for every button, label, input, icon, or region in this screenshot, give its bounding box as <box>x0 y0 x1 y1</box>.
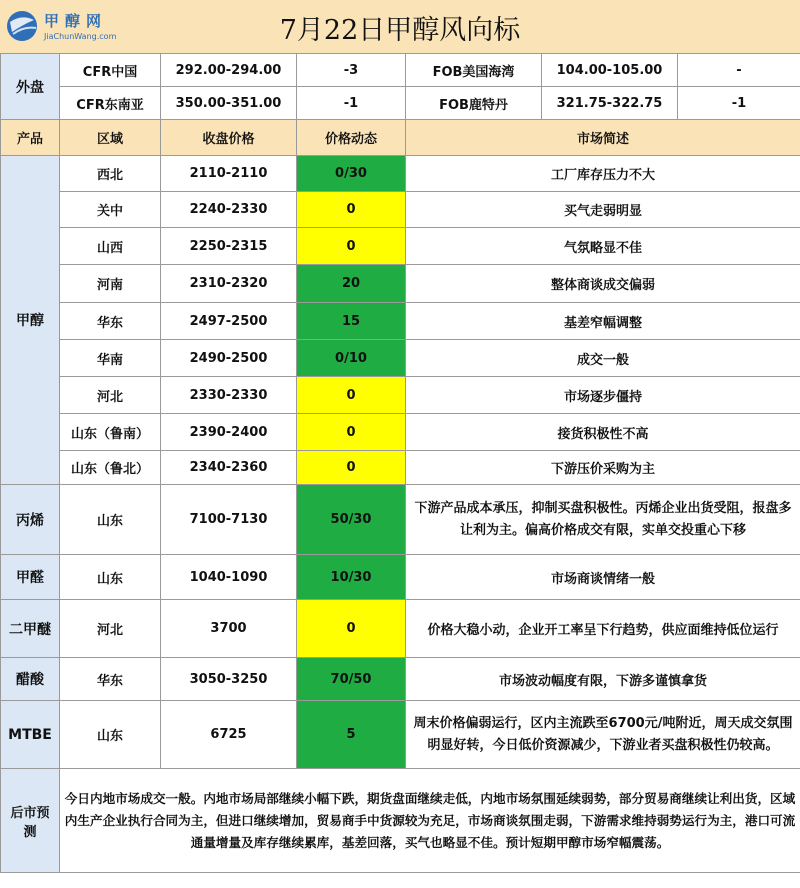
change-cell: 0 <box>297 451 406 485</box>
table-row <box>1 555 800 600</box>
foreign-price: 321.75-322.75 <box>542 87 678 120</box>
product-cell: 二甲醚 <box>1 600 60 658</box>
forecast-text: 今日内地市场成交一般。内地市场局部继续小幅下跌，期货盘面继续走低，内地市场氛围延续弱势，部分贸易商继续让利出货，区域内生产企业执行合同为主，但进口继续增加，贸易商手中货源较为充足，市场商谈氛围走弱，下游需求维持弱势运行为主，港口可流通量增量及库存继续累库，基差回落，买气也略显不佳。预计短期甲醇市场窄幅震荡。 <box>60 769 800 873</box>
forecast-label: 后市预测 <box>1 769 60 873</box>
page-title: 7月22日甲醇风向标 <box>279 15 521 46</box>
summary-cell: 成交一般 <box>406 340 800 377</box>
price-cell: 2340-2360 <box>161 451 297 485</box>
price-table <box>0 53 800 873</box>
foreign-change: -3 <box>297 54 406 87</box>
region-cell: 山东（鲁北） <box>60 451 161 485</box>
summary-cell: 气氛略显不佳 <box>406 228 800 265</box>
change-cell: 5 <box>297 701 406 769</box>
region-cell: 山东（鲁南） <box>60 414 161 451</box>
col-header-region: 区域 <box>60 120 161 156</box>
summary-cell: 价格大稳小动，企业开工率呈下行趋势，供应面维持低位运行 <box>406 600 800 658</box>
foreign-price: 350.00-351.00 <box>161 87 297 120</box>
region-cell: 河北 <box>60 600 161 658</box>
foreign-price: 292.00-294.00 <box>161 54 297 87</box>
table-row <box>1 658 800 701</box>
region-cell: 华南 <box>60 340 161 377</box>
product-cell: 醋酸 <box>1 658 60 701</box>
price-cell: 2330-2330 <box>161 377 297 414</box>
product-cell: 甲醛 <box>1 555 60 600</box>
table-row <box>1 485 800 555</box>
summary-cell: 基差窄幅调整 <box>406 303 800 340</box>
price-cell: 6725 <box>161 701 297 769</box>
region-cell: 山西 <box>60 228 161 265</box>
change-cell: 0/10 <box>297 340 406 377</box>
region-cell: 山东 <box>60 701 161 769</box>
summary-cell: 周末价格偏弱运行，区内主流跌至6700元/吨附近，周天成交氛围明显好转，今日低价资源减少，下游业者买盘积极性仍较高。 <box>406 701 800 769</box>
table-row <box>1 228 800 265</box>
price-cell: 2497-2500 <box>161 303 297 340</box>
summary-cell: 整体商谈成交偏弱 <box>406 265 800 303</box>
change-cell: 50/30 <box>297 485 406 555</box>
table-row <box>1 600 800 658</box>
region-cell: 山东 <box>60 555 161 600</box>
table-row <box>1 414 800 451</box>
col-header-summary: 市场简述 <box>406 120 800 156</box>
price-cell: 3700 <box>161 600 297 658</box>
foreign-row <box>1 87 800 120</box>
change-cell: 0 <box>297 414 406 451</box>
change-cell: 15 <box>297 303 406 340</box>
summary-cell: 买气走弱明显 <box>406 192 800 228</box>
foreign-row <box>1 54 800 87</box>
price-cell: 2390-2400 <box>161 414 297 451</box>
region-cell: 河南 <box>60 265 161 303</box>
foreign-name: CFR中国 <box>60 54 161 87</box>
product-cell: 甲醇 <box>1 156 60 485</box>
header-bar <box>0 0 800 54</box>
summary-cell: 市场商谈情绪一般 <box>406 555 800 600</box>
change-cell: 0 <box>297 600 406 658</box>
change-cell: 0 <box>297 228 406 265</box>
region-cell: 西北 <box>60 156 161 192</box>
foreign-change: -1 <box>297 87 406 120</box>
col-header-change: 价格动态 <box>297 120 406 156</box>
col-header-price: 收盘价格 <box>161 120 297 156</box>
region-cell: 华东 <box>60 658 161 701</box>
price-cell: 7100-7130 <box>161 485 297 555</box>
foreign-change: -1 <box>678 87 800 120</box>
summary-cell: 市场波动幅度有限，下游多谨慎拿货 <box>406 658 800 701</box>
logo-url: JiaChunWang.com <box>44 32 117 41</box>
table-row <box>1 192 800 228</box>
summary-cell: 工厂库存压力不大 <box>406 156 800 192</box>
column-header-row <box>1 120 800 156</box>
foreign-change: - <box>678 54 800 87</box>
table-row <box>1 701 800 769</box>
summary-cell: 下游压价采购为主 <box>406 451 800 485</box>
region-cell: 华东 <box>60 303 161 340</box>
summary-cell: 下游产品成本承压，抑制买盘积极性。丙烯企业出货受阻，报盘多让利为主。偏高价格成交有限，实单交投重心下移 <box>406 485 800 555</box>
change-cell: 10/30 <box>297 555 406 600</box>
change-cell: 0 <box>297 192 406 228</box>
table-row <box>1 340 800 377</box>
table-row <box>1 265 800 303</box>
summary-cell: 接货积极性不高 <box>406 414 800 451</box>
change-cell: 20 <box>297 265 406 303</box>
forecast-row <box>1 769 800 873</box>
table-row <box>1 451 800 485</box>
logo-title: 甲醇网 <box>44 12 108 30</box>
foreign-name: FOB鹿特丹 <box>406 87 542 120</box>
table-row <box>1 377 800 414</box>
change-cell: 70/50 <box>297 658 406 701</box>
price-cell: 3050-3250 <box>161 658 297 701</box>
foreign-label: 外盘 <box>1 54 60 120</box>
product-cell: 丙烯 <box>1 485 60 555</box>
price-cell: 2240-2330 <box>161 192 297 228</box>
price-cell: 2490-2500 <box>161 340 297 377</box>
summary-cell: 市场逐步僵持 <box>406 377 800 414</box>
foreign-price: 104.00-105.00 <box>542 54 678 87</box>
table-row <box>1 303 800 340</box>
col-header-product: 产品 <box>1 120 60 156</box>
change-cell: 0 <box>297 377 406 414</box>
region-cell: 关中 <box>60 192 161 228</box>
price-cell: 2310-2320 <box>161 265 297 303</box>
foreign-name: CFR东南亚 <box>60 87 161 120</box>
change-cell: 0/30 <box>297 156 406 192</box>
price-cell: 1040-1090 <box>161 555 297 600</box>
table-row <box>1 156 800 192</box>
region-cell: 山东 <box>60 485 161 555</box>
region-cell: 河北 <box>60 377 161 414</box>
price-cell: 2250-2315 <box>161 228 297 265</box>
price-cell: 2110-2110 <box>161 156 297 192</box>
product-cell: MTBE <box>1 701 60 769</box>
foreign-name: FOB美国海湾 <box>406 54 542 87</box>
